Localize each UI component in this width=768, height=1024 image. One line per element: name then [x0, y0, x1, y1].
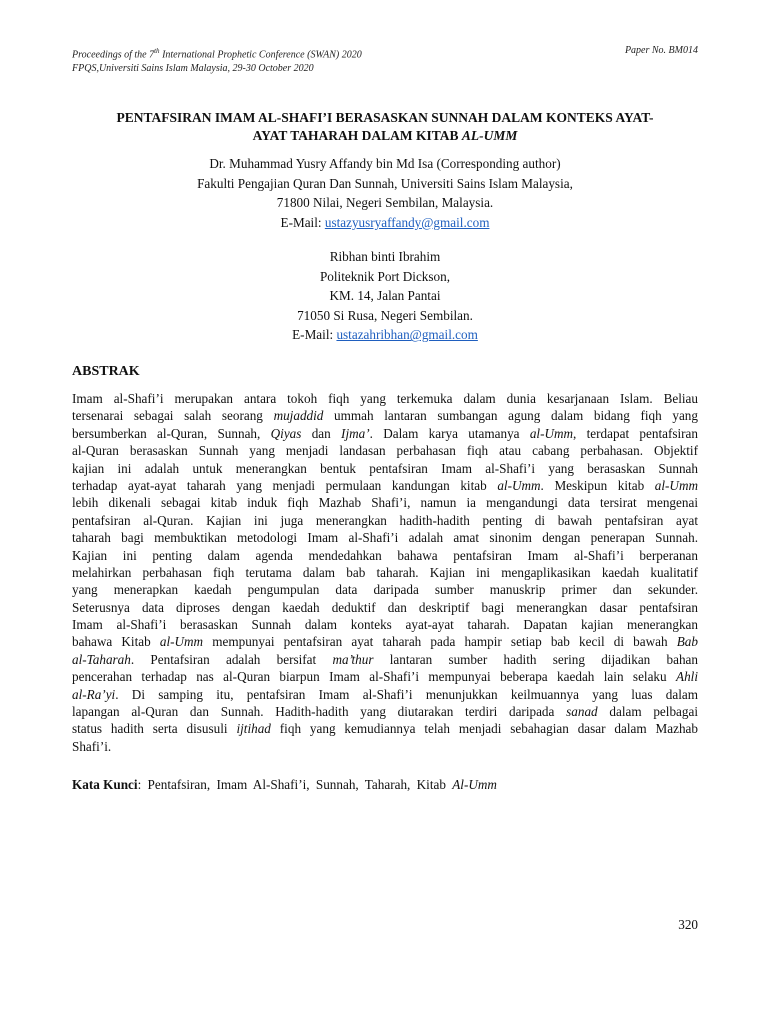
author-email-link[interactable]: ustazahribhan@gmail.com	[336, 327, 478, 343]
author-name: Dr. Muhammad Yusry Affandy bin Md Isa (Corresponding author)	[209, 156, 561, 171]
abstract-line: yang menerapkan kaedah pengumpulan data daripada sumber manuskrip primer dan sekunder.	[72, 582, 698, 598]
keywords-values: Pentafsiran, Imam Al-Shafi’i, Sunnah, Taharah, Kitab	[141, 777, 453, 792]
author-affiliation: Politeknik Port Dickson,	[319, 268, 451, 284]
abstract-line: Imam al-Shafi’i berasaskan Sunnah dalam konteks ayat-ayat taharah. Dapatan kajian menerangkan	[72, 617, 698, 633]
keywords-label: Kata Kunci	[72, 777, 138, 792]
abstract-line: bersumberkan al-Quran, Sunnah, Qiyas dan Ijma’. Dalam karya utamanya al-Umm, terdapat pentafsiran	[72, 425, 698, 441]
author-email-line: E-Mail: ustazyusryaffandy@gmail.com	[280, 214, 490, 230]
keywords-values-italic: Al-Umm	[452, 777, 497, 792]
abstract-line: Kajian ini penting dalam agenda mendedahkan bahawa pentafsiran Imam al-Shafi’i berperanan	[72, 547, 698, 563]
paper-number: Paper No. BM014	[624, 45, 698, 56]
conference-line-2: FPQS,Universiti Sains Islam Malaysia, 29-30 October 2020	[72, 63, 314, 75]
conference-line-1: Proceedings of the 7th International Prophetic Conference (SWAN) 2020	[72, 47, 362, 61]
abstract-line: status hadith serta disusuli ijtihad fiqh yang kemudiannya telah menjadi sebahagian dasar dalam Mazhab	[72, 721, 698, 737]
abstract-line: taharah bagi membuktikan metodologi Imam al-Shafi’i adalah amat sinonim dengan penerapan Sunnah.	[72, 530, 698, 546]
abstract-heading: ABSTRAK	[72, 364, 140, 379]
keywords: Kata Kunci: Pentafsiran, Imam Al-Shafi’i, Sunnah, Taharah, Kitab Al-Umm	[72, 777, 497, 792]
abstract-line: Seterusnya data diproses dengan kaedah deduktif dan deskriptif bagi menerangkan dasar pentafsiran	[72, 599, 698, 615]
author-address: KM. 14, Jalan Pantai	[329, 288, 441, 304]
abstract-line: tersenarai sebagai salah seorang mujaddid ummah lantaran sumbangan agung dalam bidang fiqh yang	[72, 408, 698, 424]
abstract-line: kajian ini adalah untuk menerangkan bentuk pentafsiran Imam al-Shafi’i yang berasaskan Sunnah	[72, 460, 698, 476]
title-line-2: AYAT TAHARAH DALAM KITAB AL-UMM	[252, 128, 518, 143]
conference-info	[72, 44, 362, 76]
author-email-link[interactable]: ustazyusryaffandy@gmail.com	[324, 214, 490, 230]
abstract-line: Imam al-Shafi’i merupakan antara tokoh fiqh yang terkemuka dalam dunia kesarjanaan Islam. Beliau	[72, 391, 698, 406]
page-number: 320	[678, 917, 698, 932]
abstract-line: al-Taharah. Pentafsiran adalah bersifat ma’thur lantaran sumber hadith sering dijadikan bahan	[72, 651, 699, 667]
abstract-body	[72, 390, 698, 755]
title-line-1: PENTAFSIRAN IMAM AL-SHAFI’I BERASASKAN SUNNAH DALAM KONTEKS AYAT-	[116, 110, 654, 125]
author-name: Ribhan binti Ibrahim	[329, 249, 441, 264]
abstract-line: lapangan al-Quran dan Sunnah. Hadith-hadith yang diutarakan terdiri daripada sanad dalam pelbagai	[72, 704, 698, 720]
abstract-line: al-Quran berasaskan Sunnah yang menjadi landasan perbahasan fiqh atau cabang perbahasan. Objektif	[72, 443, 698, 459]
author-block-2	[72, 247, 698, 345]
author-affiliation: Fakulti Pengajian Quran Dan Sunnah, Universiti Sains Islam Malaysia,	[197, 175, 573, 191]
abstract-line: lebih dikenali sebagai kitab induk fiqh Mazhab Shafi’i, namun ia mengandungi data tersirat mengenai	[72, 495, 698, 511]
abstract-line: Shafi’i.	[72, 738, 112, 754]
abstract-line: pencerahan terhadap nas al-Quran biarpun Imam al-Shafi’i mempunyai beberapa kaedah lain selaku Ahli	[72, 669, 698, 685]
author-block-1	[72, 154, 698, 232]
abstract-line: pentafsiran al-Quran. Kajian ini juga menerangkan hadith-hadith penting di bawah pentafsiran ayat	[72, 512, 698, 528]
abstract-line: melahirkan perbahasan fiqh terutama dalam bab taharah. Kajian ini mengaplikasikan kaedah kualitatif	[72, 564, 698, 580]
author-email-line: E-Mail: ustazahribhan@gmail.com	[292, 327, 478, 343]
abstract-line: bahawa Kitab al-Umm mempunyai pentafsiran ayat taharah pada hampir setiap bab kecil di bawah Bab	[72, 634, 698, 650]
abstract-line: al-Ra’yi. Di samping itu, pentafsiran Imam al-Shafi’i menunjukkan keilmuannya yang luas dalam	[72, 686, 698, 702]
author-address: 71800 Nilai, Negeri Sembilan, Malaysia.	[276, 195, 494, 211]
author-address: 71050 Si Rusa, Negeri Sembilan.	[297, 307, 473, 323]
abstract-line: terhadap ayat-ayat taharah yang menjadi permulaan kandungan kitab al-Umm. Meskipun kitab al-Umm	[72, 477, 698, 493]
paper-title	[72, 109, 698, 145]
